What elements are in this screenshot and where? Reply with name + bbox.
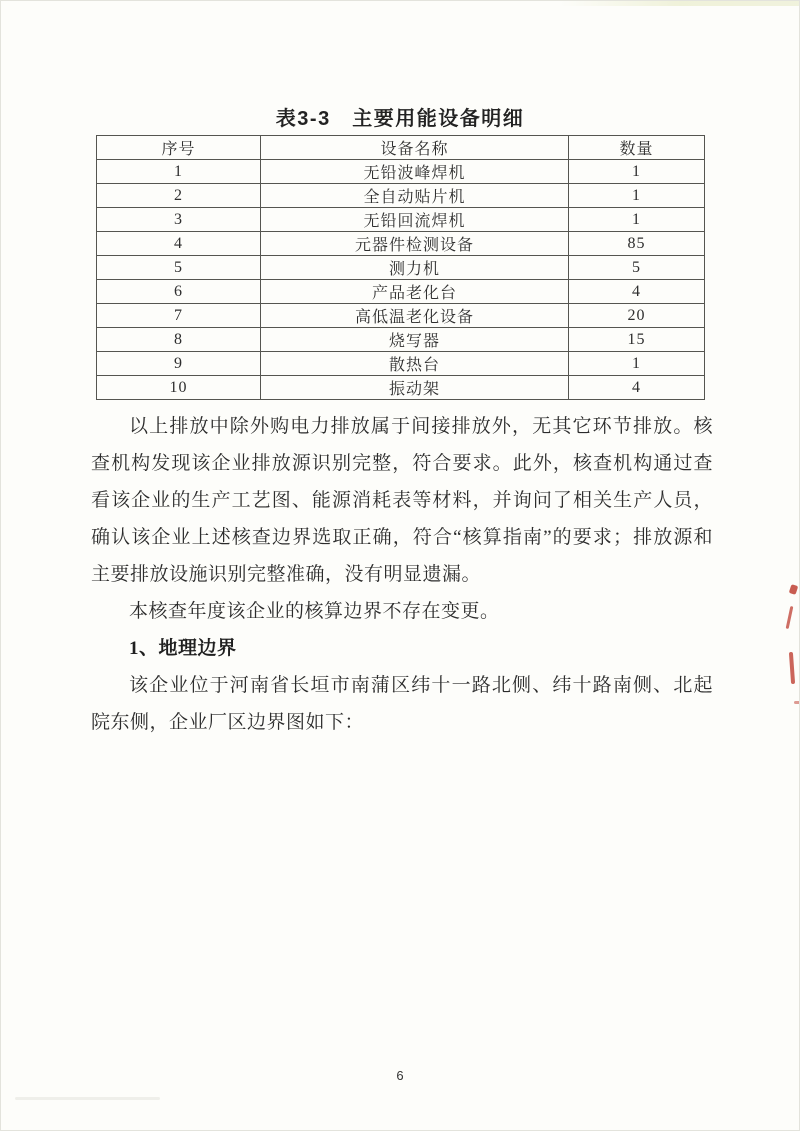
name-cell: 产品老化台 (261, 280, 569, 304)
qty-cell: 20 (569, 304, 705, 328)
qty-cell: 15 (569, 328, 705, 352)
col-header-seq: 序号 (97, 136, 261, 160)
scan-smudge-bottom (15, 1097, 160, 1100)
seq-cell: 9 (97, 352, 261, 376)
seq-cell: 8 (97, 328, 261, 352)
heading-geographic-boundary: 1、地理边界 (129, 638, 237, 659)
paragraph-emission-sources: 以上排放中除外购电力排放属于间接排放外，无其它环节排放。核查机构发现该企业排放源识别完整，符合要求。此外，核查机构通过查看该企业的生产工艺图、能源消耗表等材料，并询问了相关生产人员，确认该企业上述核查边界选取正确，符合“核算指南”的要求；排放源和主要排放设施识别完整准确，没有明显遗漏。 (91, 416, 713, 585)
body-text (91, 408, 713, 741)
qty-cell: 85 (569, 232, 705, 256)
equipment-table (96, 135, 705, 400)
qty-cell: 1 (569, 160, 705, 184)
table-row (97, 352, 705, 376)
seq-cell: 4 (97, 232, 261, 256)
seq-cell: 3 (97, 208, 261, 232)
page-number: 6 (396, 1068, 404, 1083)
qty-cell: 4 (569, 376, 705, 400)
table-row (97, 160, 705, 184)
table-row (97, 328, 705, 352)
seq-cell: 10 (97, 376, 261, 400)
name-cell: 高低温老化设备 (261, 304, 569, 328)
name-cell: 元器件检测设备 (261, 232, 569, 256)
qty-cell: 4 (569, 280, 705, 304)
seq-cell: 2 (97, 184, 261, 208)
equipment-table-body (97, 160, 705, 400)
name-cell: 全自动贴片机 (261, 184, 569, 208)
name-cell: 散热台 (261, 352, 569, 376)
col-header-quantity: 数量 (569, 136, 705, 160)
qty-cell: 1 (569, 208, 705, 232)
scan-smudge-top (559, 1, 800, 6)
table-row (97, 280, 705, 304)
red-ink-mark (789, 652, 795, 684)
red-ink-mark (794, 701, 800, 704)
table-row (97, 232, 705, 256)
qty-cell: 1 (569, 352, 705, 376)
qty-cell: 5 (569, 256, 705, 280)
col-header-equipment-name: 设备名称 (261, 136, 569, 160)
table-row (97, 304, 705, 328)
table-row (97, 184, 705, 208)
name-cell: 烧写器 (261, 328, 569, 352)
seq-cell: 5 (97, 256, 261, 280)
table-row (97, 376, 705, 400)
table-row (97, 256, 705, 280)
seq-cell: 6 (97, 280, 261, 304)
paragraph-company-location: 该企业位于河南省长垣市南蒲区纬十一路北侧、纬十路南侧、北起院东侧，企业厂区边界图如下： (91, 675, 713, 733)
name-cell: 无铅波峰焊机 (261, 160, 569, 184)
red-ink-mark (789, 584, 798, 595)
equipment-table-header (97, 136, 705, 160)
name-cell: 无铅回流焊机 (261, 208, 569, 232)
seq-cell: 7 (97, 304, 261, 328)
name-cell: 测力机 (261, 256, 569, 280)
name-cell: 振动架 (261, 376, 569, 400)
paragraph-boundary-unchanged: 本核查年度该企业的核算边界不存在变更。 (129, 601, 500, 622)
seq-cell: 1 (97, 160, 261, 184)
qty-cell: 1 (569, 184, 705, 208)
red-ink-mark (786, 606, 794, 629)
table-row (97, 208, 705, 232)
header-row (97, 136, 705, 160)
table-title: 表3-3 主要用能设备明细 (275, 108, 525, 130)
